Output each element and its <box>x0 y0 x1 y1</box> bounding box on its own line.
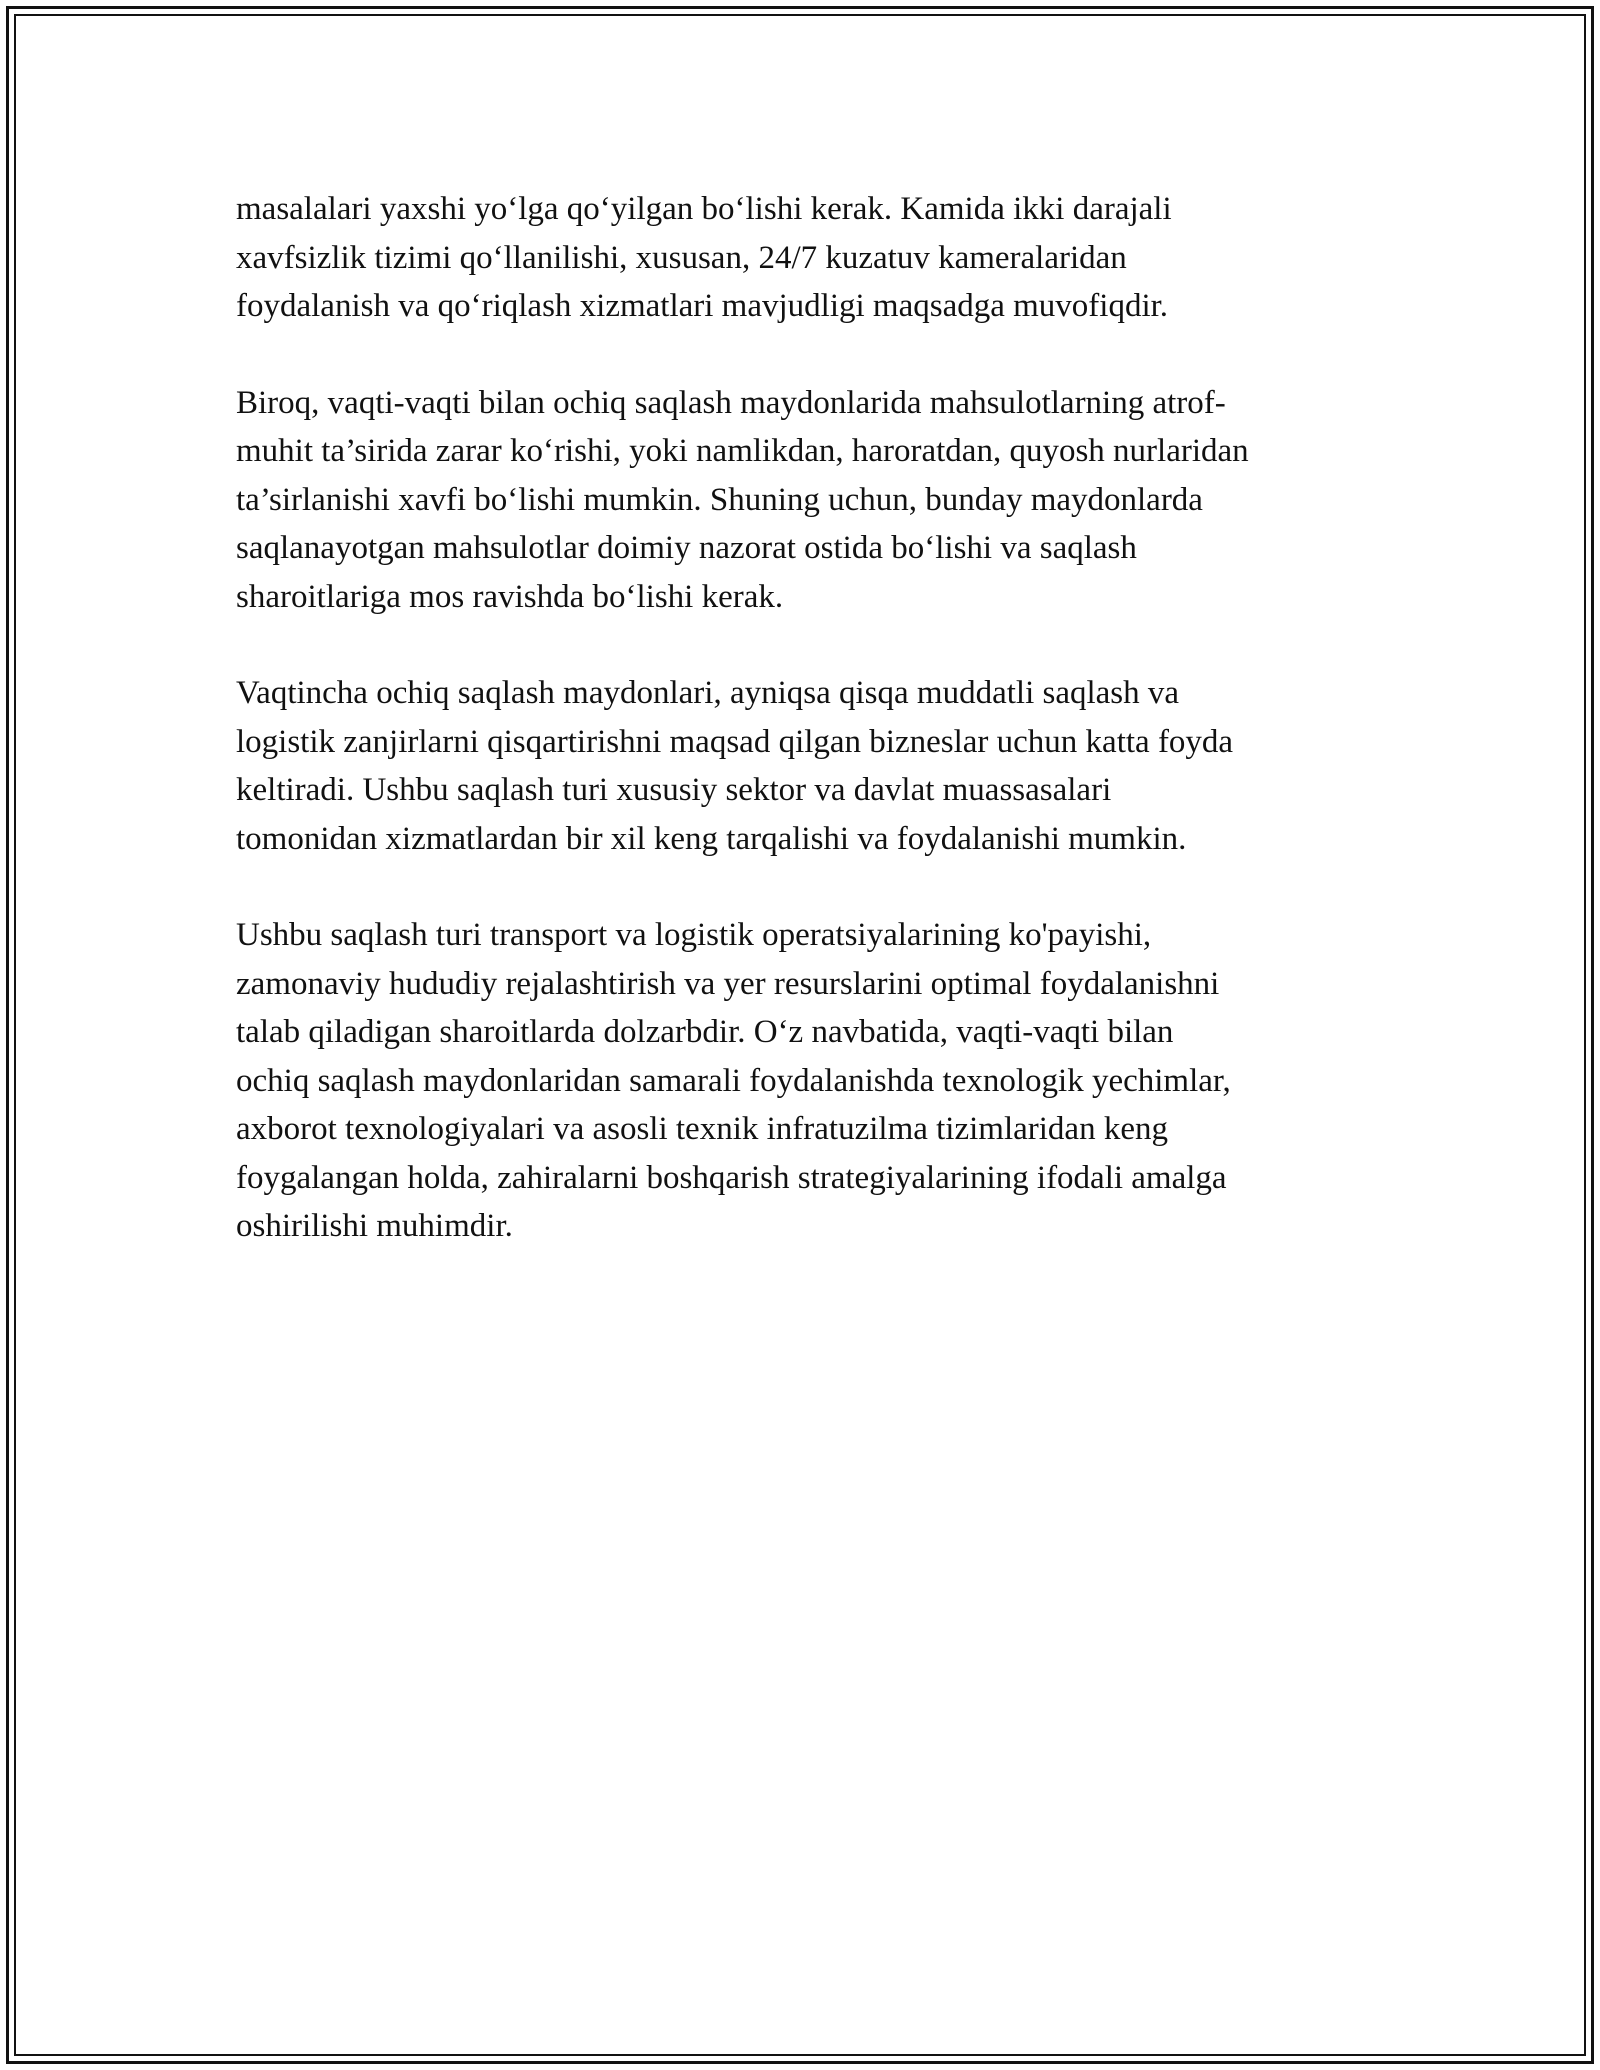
paragraph-environmental-risk: Biroq, vaqti-vaqti bilan ochiq saqlash maydonlarida mahsulotlarning atrof- muhit ta’sirida zarar ko‘rishi, yoki namlikdan, haroratdan, quyosh nurlaridan ta’sirlanishi xavfi bo‘lishi mumkin. Shuning uchun, bunday maydonlarda saqlanayotgan mahsulotlar doimiy nazorat ostida bo‘lishi va saqlash sharoitlariga mos ravishda bo‘lishi kerak. <box>236 384 1249 615</box>
document-body <box>236 185 1372 1299</box>
paragraph-relevance: Ushbu saqlash turi transport va logistik operatsiyalarining ko'payishi, zamonaviy hududiy rejalashtirish va yer resurslarini optimal foydalanishni talab qiladigan sharoitlarda dolzarbdir. O‘z navbatida, vaqti-vaqti bilan ochiq saqlash maydonlaridan samarali foydalanishda texnologik yechimlar, axborot texnologiyalari va asosli texnik infratuzilma tizimlaridan keng foygalangan holda, zahiralarni boshqarish strategiyalarining ifodali amalga oshirilishi muhimdir. <box>236 917 1231 1244</box>
paragraph-security: masalalari yaxshi yo‘lga qo‘yilgan bo‘lishi kerak. Kamida ikki darajali xavfsizlik tizimi qo‘llanilishi, xususan, 24/7 kuzatuv kameralaridan foydalanish va qo‘riqlash xizmatlari mavjudligi maqsadga muvofiqdir. <box>236 191 1172 324</box>
paragraph-temporary-storage-benefits: Vaqtincha ochiq saqlash maydonlari, ayniqsa qisqa muddatli saqlash va logistik zanjirlarni qisqartirishni maqsad qilgan biznеslar uchun katta foyda keltiradi. Ushbu saqlash turi xususiy sektor va davlat muassasalari tomonidan xizmatlardan bir xil keng tarqalishi va foydalanishi mumkin. <box>236 675 1234 857</box>
